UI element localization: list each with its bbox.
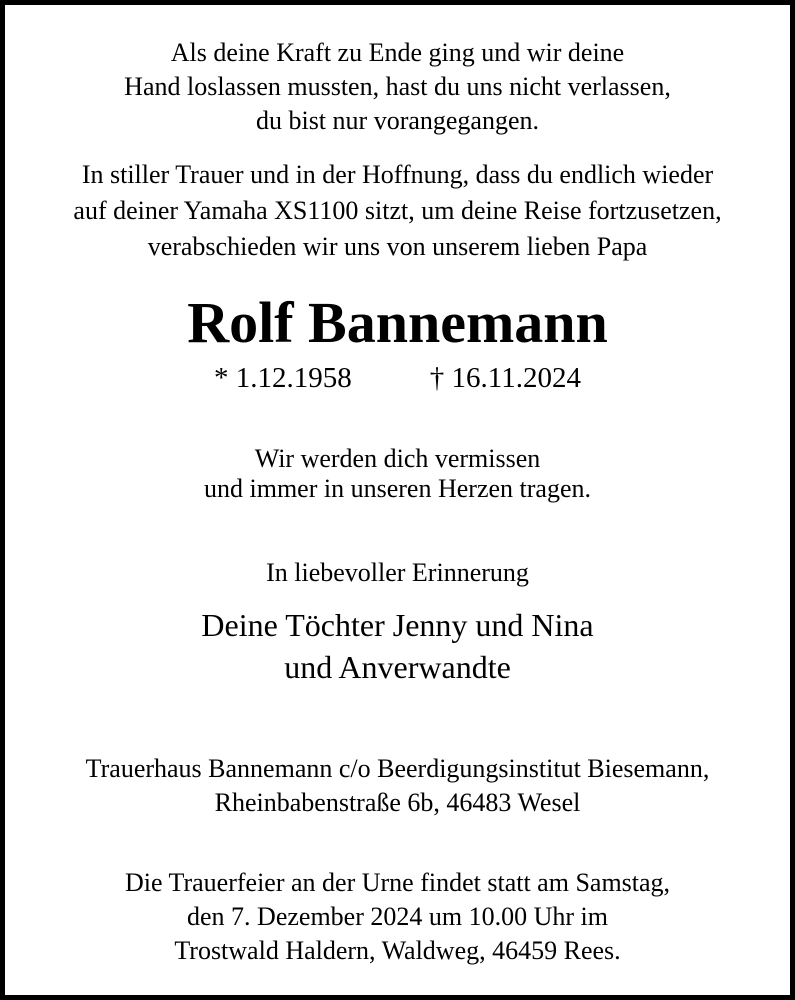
memory-line: In liebevoller Erinnerung	[266, 558, 529, 587]
address-line: Rheinbabenstraße 6b, 46483 Wesel	[214, 788, 581, 817]
deceased-name: Rolf Bannemann	[187, 290, 608, 355]
ceremony-line: den 7. Dezember 2024 um 10.00 Uhr im	[187, 902, 608, 931]
farewell-line: Wir werden dich vermissen	[254, 444, 541, 473]
family-line: Deine Töchter Jenny und Nina	[201, 607, 594, 643]
mourning-address	[0, 752, 795, 820]
life-dates	[0, 360, 795, 396]
family-line: und Anverwandte	[284, 649, 511, 685]
birth-date: * 1.12.1958	[214, 362, 352, 394]
family-signature	[0, 604, 795, 688]
intro-line: In stiller Trauer und in der Hoffnung, dass du endlich wieder	[81, 160, 714, 189]
poem-verse	[0, 36, 795, 138]
poem-line: Hand loslassen mussten, hast du uns nicht verlassen,	[124, 72, 671, 101]
intro-line: auf deiner Yamaha XS1100 sitzt, um deine Reise fortzusetzen,	[73, 196, 722, 225]
farewell-text	[0, 444, 795, 504]
death-date: † 16.11.2024	[429, 362, 581, 394]
intro-text	[0, 157, 795, 265]
intro-line: verabschieden wir uns von unserem lieben Papa	[147, 232, 648, 261]
poem-line: Als deine Kraft zu Ende ging und wir deine	[170, 38, 625, 67]
ceremony-info	[0, 866, 795, 968]
poem-line: du bist nur vorangegangen.	[255, 106, 540, 135]
ceremony-line: Trostwald Haldern, Waldweg, 46459 Rees.	[174, 936, 621, 965]
farewell-line: und immer in unseren Herzen tragen.	[204, 474, 591, 503]
ceremony-line: Die Trauerfeier an der Urne findet statt am Samstag,	[124, 868, 671, 897]
address-line: Trauerhaus Bannemann c/o Beerdigungsinstitut Biesemann,	[85, 754, 710, 783]
